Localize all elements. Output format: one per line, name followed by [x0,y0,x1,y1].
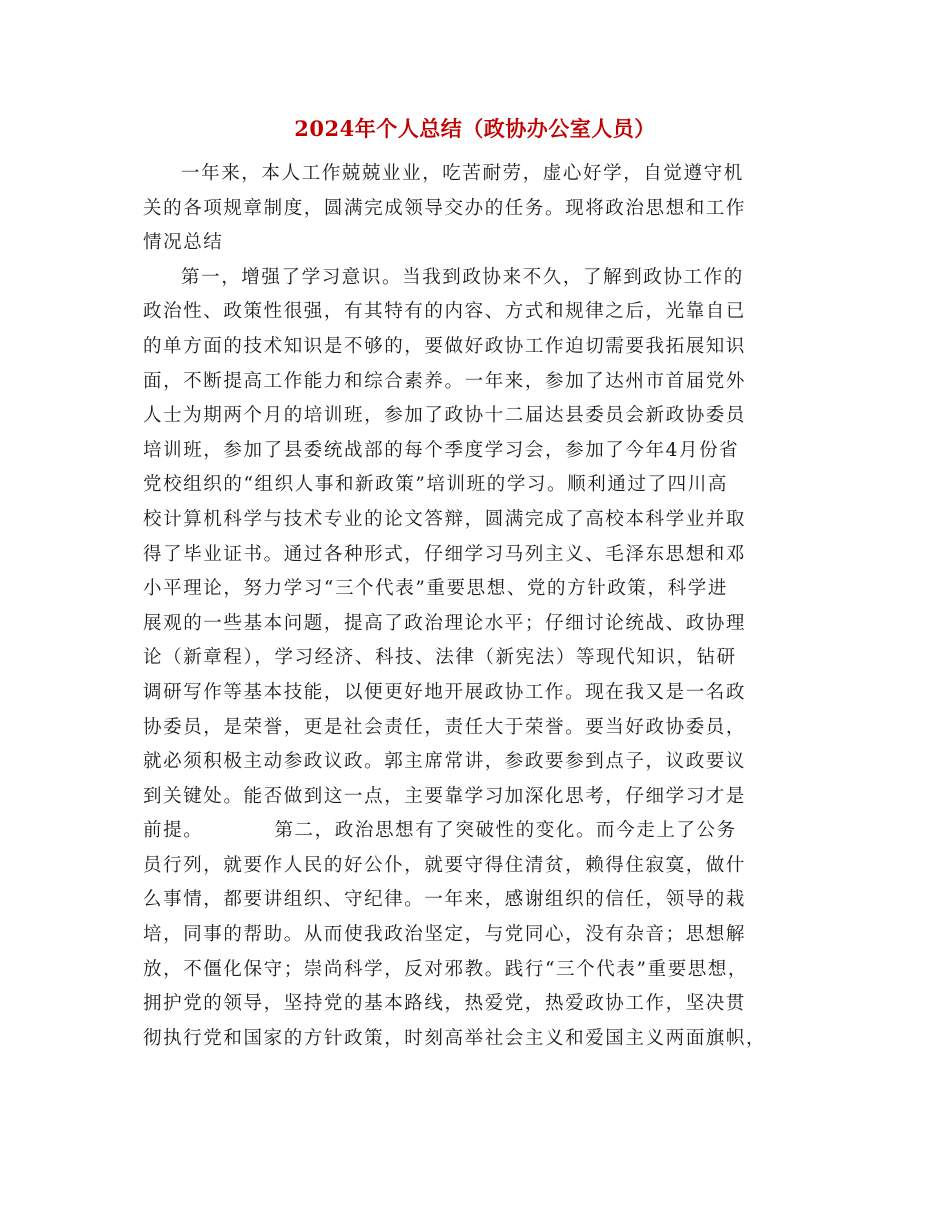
text-line: 就必须积极主动参政议政。郭主席常讲，参政要参到点子，议政要议 [143,751,747,773]
text-line: 么事情，都要讲组织、守纪律。一年来，感谢组织的信任，领导的栽 [143,889,747,911]
text-line: 第一，增强了学习意识。当我到政协来不久，了解到政协工作的 [181,266,744,288]
document-body [143,157,807,1056]
text-line: 论（新章程），学习经济、科技、法律（新宪法）等现代知识，钻研 [143,647,737,669]
text-line: 员行列，就要作人民的好公仆，就要守得住清贫，赖得住寂寞，做什 [143,854,747,876]
text-line: 展观的一些基本问题，提高了政治理论水平；仔细讨论统战、政协理 [143,612,747,634]
text-line: 党校组织的“组织人事和新政策”培训班的学习。顺利通过了四川高 [143,474,728,496]
text-line: 一年来，本人工作兢兢业业，吃苦耐劳，虚心好学，自觉遵守机 [181,163,744,184]
text-line: 培，同事的帮助。从而使我政治坚定，与党同心，没有杂音；思想解 [143,924,747,946]
text-line: 放，不僵化保守；崇尚科学，反对邪教。践行“三个代表”重要思想， [143,958,749,980]
text-line: 培训班，参加了县委统战部的每个季度学习会，参加了今年4月份省 [143,439,740,461]
text-line: 协委员，是荣誉，更是社会责任，责任大于荣誉。要当好政协委员， [143,716,747,738]
text-line: 人士为期两个月的培训班，参加了政协十二届达县委员会新政协委员 [143,405,747,427]
document-title: 2024年个人总结（政协办公室人员） [294,116,656,141]
text-line: 校计算机科学与技术专业的论文答辩，圆满完成了高校本科学业并取 [143,508,747,530]
text-line: 政治性、政策性很强，有其特有的内容、方式和规律之后，光靠自已 [143,301,747,323]
text-line: 拥护党的领导，坚持党的基本路线，热爱党，热爱政协工作，坚决贯 [143,993,747,1015]
text-line: 面，不断提高工作能力和综合素养。一年来，参加了达州市首届党外 [143,370,747,392]
text-line: 得了毕业证书。通过各种形式，仔细学习马列主义、毛泽东思想和邓 [143,543,747,565]
text-line: 前提。 第二，政治思想有了突破性的变化。而今走上了公务 [143,820,737,842]
text-line: 彻执行党和国家的方针政策，时刻高举社会主义和爱国主义两面旗帜， [143,1027,767,1049]
text-line: 情况总结 [143,232,224,254]
text-line: 的单方面的技术知识是不够的，要做好政协工作迫切需要我拓展知识 [143,335,747,357]
text-line: 调研写作等基本技能，以便更好地开展政协工作。现在我又是一名政 [143,681,747,703]
text-line: 小平理论，努力学习“三个代表”重要思想、党的方针政策，科学进 [143,578,728,600]
text-line: 到关键处。能否做到这一点，主要靠学习加深化思考，仔细学习才是 [143,785,747,807]
text-line: 关的各项规章制度，圆满完成领导交办的任务。现将政治思想和工作 [143,197,747,219]
